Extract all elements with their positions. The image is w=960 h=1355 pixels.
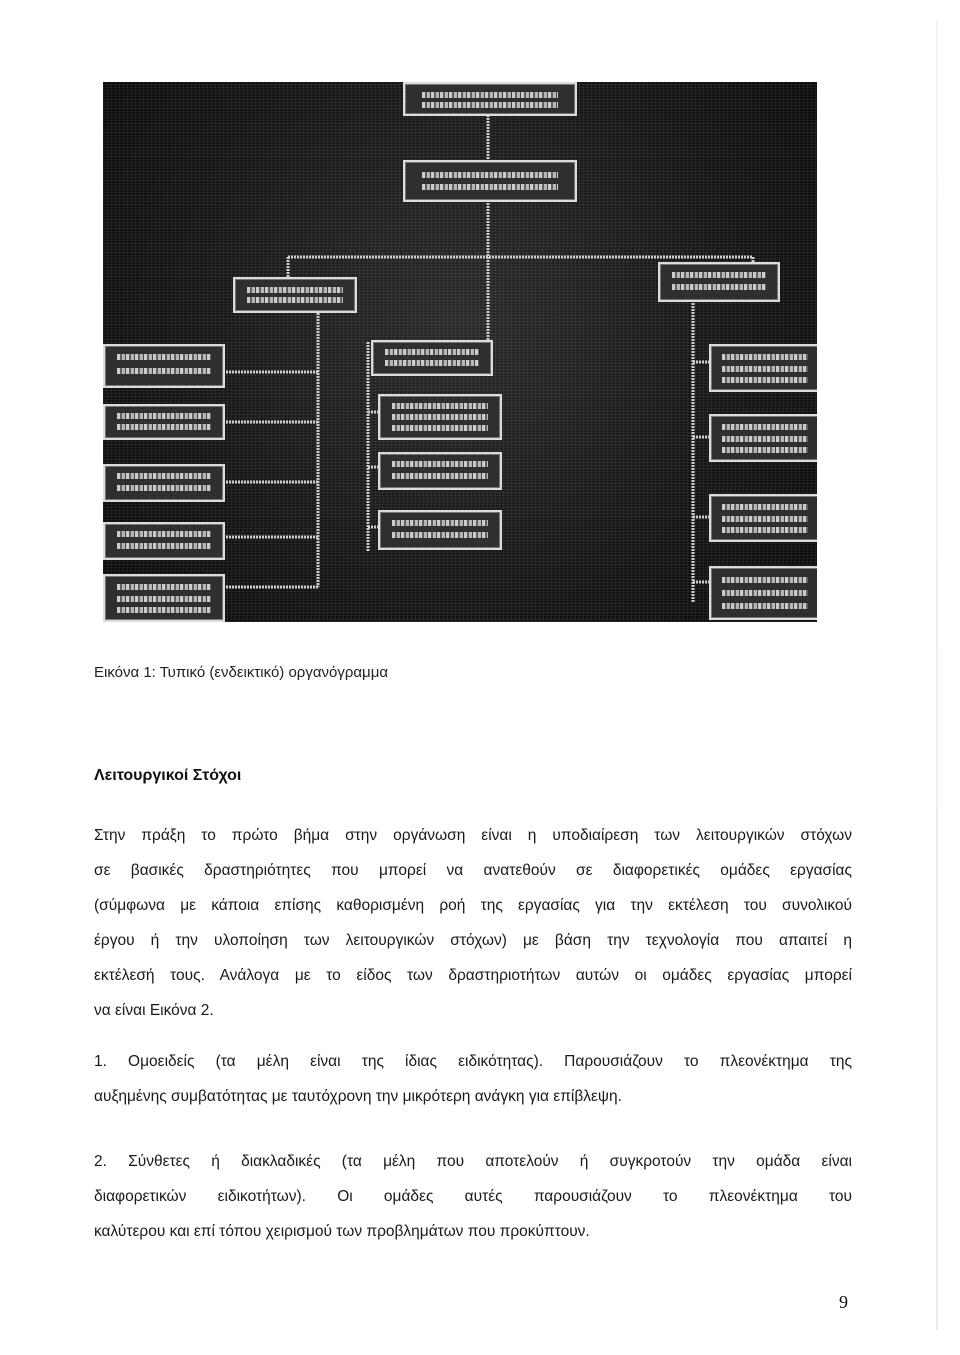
page-edge — [936, 20, 938, 1330]
org-box-left-2 — [103, 404, 225, 440]
org-box-right-1 — [709, 344, 817, 392]
paragraph-1-line: Στην πράξη το πρώτο βήμα στην οργάνωση είναι η υποδιαίρεση των λειτουργικών στόχων — [94, 827, 852, 844]
paragraph-1 — [94, 818, 852, 1028]
org-box-center-4 — [378, 510, 502, 550]
paragraph-1-line: (σύμφωνα με κάποια επίσης καθορισμένη ροή της εργασίας για την εκτέλεση του συνολικού — [94, 897, 852, 914]
list-item-1-line: αυξημένης συμβατότητας με ταυτόχρονη την μικρότερη ανάγκη για επίβλεψη. — [94, 1088, 622, 1105]
paragraph-1-line: να είναι Εικόνα 2. — [94, 1002, 214, 1019]
list-item-1-line: 1. Ομοειδείς (τα μέλη είναι της ίδιας ειδικότητας). Παρουσιάζουν το πλεονέκτημα της — [94, 1053, 852, 1070]
page-number: 9 — [839, 1292, 848, 1312]
org-box-right-2 — [709, 414, 817, 462]
list-item-1 — [94, 1044, 852, 1114]
org-box-mid-right — [658, 262, 780, 302]
list-item-2-line: 2. Σύνθετες ή διακλαδικές (τα μέλη που αποτελούν ή συγκροτούν την ομάδα είναι — [94, 1153, 852, 1170]
org-box-right-4 — [709, 566, 817, 620]
org-box-mid-left — [233, 277, 357, 313]
figure-caption: Εικόνα 1: Τυπικό (ενδεικτικό) οργανόγραμμα — [94, 664, 389, 681]
org-box-left-3 — [103, 464, 225, 502]
paragraph-1-line: σε βασικές δραστηριότητες που μπορεί να ανατεθούν σε διαφορετικές ομάδες εργασίας — [94, 862, 852, 879]
list-item-2-line: διαφορετικών ειδικοτήτων). Οι ομάδες αυτές παρουσιάζουν το πλεονέκτημα του — [94, 1188, 852, 1205]
org-box-top — [403, 82, 577, 116]
org-box-left-1 — [103, 344, 225, 388]
org-box-right-3 — [709, 494, 817, 542]
paragraph-1-line: έργου ή την υλοποίηση των λειτουργικών στόχων) με βάση την τεχνολογία που απαιτεί η — [94, 932, 852, 949]
paragraph-1-line: εκτέλεσή τους. Ανάλογα με το είδος των δραστηριοτήτων αυτών οι ομάδες εργασίας μπορεί — [94, 967, 852, 984]
org-box-center-1 — [371, 340, 493, 376]
org-box-left-4 — [103, 522, 225, 560]
list-item-2 — [94, 1144, 852, 1249]
org-box-second — [403, 160, 577, 202]
org-box-left-5 — [103, 574, 225, 622]
org-box-center-3 — [378, 452, 502, 490]
org-box-center-2 — [378, 394, 502, 440]
list-item-2-line: καλύτερου και επί τόπου χειρισμού των προβλημάτων που προκύπτουν. — [94, 1223, 590, 1240]
org-chart-image — [103, 82, 817, 622]
section-title: Λειτουργικοί Στόχοι — [94, 767, 242, 784]
